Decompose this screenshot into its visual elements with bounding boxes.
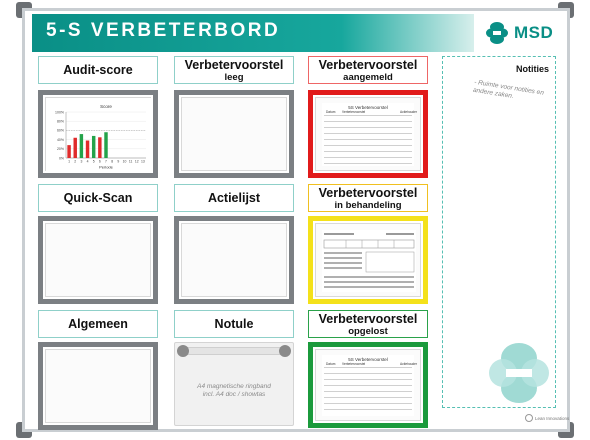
chart-bar <box>86 141 89 158</box>
label-subtext: opgelost <box>348 325 388 337</box>
x-tick-label: 7 <box>105 159 107 164</box>
label-algemeen <box>38 310 158 338</box>
label-text: Actielijst <box>207 191 261 205</box>
msd-logo-icon <box>484 20 510 46</box>
ringband-line: incl. A4 doc / showtas <box>202 391 266 398</box>
pocket-in-behandeling <box>308 216 428 304</box>
label-text: Verbetervoorstel <box>318 185 418 200</box>
pocket-opgelost <box>308 342 428 428</box>
label-actielijst <box>174 184 294 212</box>
column-header: Actiehouder <box>400 110 418 114</box>
pocket-sheet <box>45 349 151 423</box>
column-header: Datum <box>326 110 336 114</box>
maker-name: Lean Innovations <box>535 415 570 421</box>
y-tick-label: 40% <box>56 137 64 142</box>
chart-bar <box>98 137 101 158</box>
x-axis-label: Periode <box>99 164 113 170</box>
x-tick-label: 2 <box>74 159 77 164</box>
column-header: Verbetervoorstel <box>342 362 366 366</box>
column-header: Verbetervoorstel <box>342 110 366 114</box>
pocket-actielijst <box>174 216 294 304</box>
ringband-description <box>175 383 293 399</box>
pocket-audit-score <box>38 90 158 178</box>
chart-bar <box>80 134 83 158</box>
chart-bar <box>92 136 95 158</box>
x-tick-label: 3 <box>80 159 83 164</box>
y-tick-label: 60% <box>56 128 64 133</box>
ring-bar <box>179 347 289 355</box>
label-text: Audit-score <box>63 63 133 77</box>
y-tick-label: 100% <box>55 110 64 115</box>
document-title: 5S Verbetervoorstel <box>348 357 388 362</box>
x-tick-label: 8 <box>111 159 114 164</box>
audit-score-chart <box>46 98 152 172</box>
pocket-sheet <box>45 223 151 297</box>
label-text: Algemeen <box>68 317 128 331</box>
y-tick-label: 0% <box>58 156 64 161</box>
label-verbetervoorstel-aangemeld <box>308 56 428 84</box>
notes-handwriting: - Ruimte voor notities en andere zaken. <box>472 78 545 101</box>
label-verbetervoorstel-opgelost <box>308 310 428 338</box>
label-text: Quick-Scan <box>63 191 133 205</box>
x-tick-label: 6 <box>98 159 101 164</box>
column-header: Datum <box>326 362 336 366</box>
table-row <box>324 158 412 164</box>
ring-knob-icon <box>177 345 189 357</box>
x-tick-label: 13 <box>141 159 145 164</box>
chart-bar <box>67 145 70 158</box>
label-text: Verbetervoorstel <box>318 57 418 72</box>
label-text: Verbetervoorstel <box>318 311 418 326</box>
label-notule <box>174 310 294 338</box>
maker-logo-icon <box>525 414 533 422</box>
brand-name: MSD <box>514 23 554 42</box>
msd-petals-icon <box>486 340 552 406</box>
chart-bar <box>104 132 107 158</box>
ringband-line: A4 magnetische ringband <box>197 383 271 390</box>
x-tick-label: 11 <box>128 159 133 164</box>
x-tick-label: 4 <box>86 159 89 164</box>
table-row <box>324 404 412 410</box>
label-subtext: leeg <box>224 71 244 83</box>
y-tick-label: 20% <box>56 147 64 152</box>
pocket-algemeen <box>38 342 158 430</box>
label-verbetervoorstel-leeg <box>174 56 294 84</box>
chart-title: Score <box>100 104 112 109</box>
label-audit-score <box>38 56 158 84</box>
pocket-sheet <box>181 97 287 171</box>
pocket-quick-scan <box>38 216 158 304</box>
label-text: Verbetervoorstel <box>184 57 284 72</box>
document-title: 5S Verbetervoorstel <box>348 105 388 110</box>
x-tick-label: 1 <box>68 159 71 164</box>
x-tick-label: 9 <box>117 159 120 164</box>
ring-knob-icon <box>279 345 291 357</box>
pocket-leeg <box>174 90 294 178</box>
label-subtext: aangemeld <box>343 71 393 83</box>
y-tick-label: 80% <box>56 119 64 124</box>
pocket-sheet <box>181 223 287 297</box>
brand-logo <box>484 20 553 46</box>
chart-bar <box>74 138 77 158</box>
label-text: Notule <box>214 317 254 331</box>
x-tick-label: 12 <box>134 159 139 164</box>
header-bar <box>32 14 474 52</box>
label-verbetervoorstel-in-behandeling <box>308 184 428 212</box>
pocket-aangemeld <box>308 90 428 178</box>
maker-logo <box>525 414 569 422</box>
label-subtext: in behandeling <box>334 199 402 211</box>
x-tick-label: 10 <box>122 159 127 164</box>
column-header: Actiehouder <box>400 362 418 366</box>
board-title: 5-S VERBETERBORD <box>46 20 281 41</box>
notes-title: Notities <box>515 64 549 74</box>
pocket-sheet <box>315 349 421 421</box>
pocket-sheet <box>45 97 151 171</box>
label-quick-scan <box>38 184 158 212</box>
pocket-sheet <box>315 97 421 171</box>
magnetic-ring-binder <box>174 342 294 426</box>
pocket-sheet <box>315 223 421 297</box>
action-sheet-thumbnail <box>316 224 422 298</box>
document-form <box>322 355 418 416</box>
document-form <box>322 103 418 166</box>
x-tick-label: 5 <box>92 159 95 164</box>
